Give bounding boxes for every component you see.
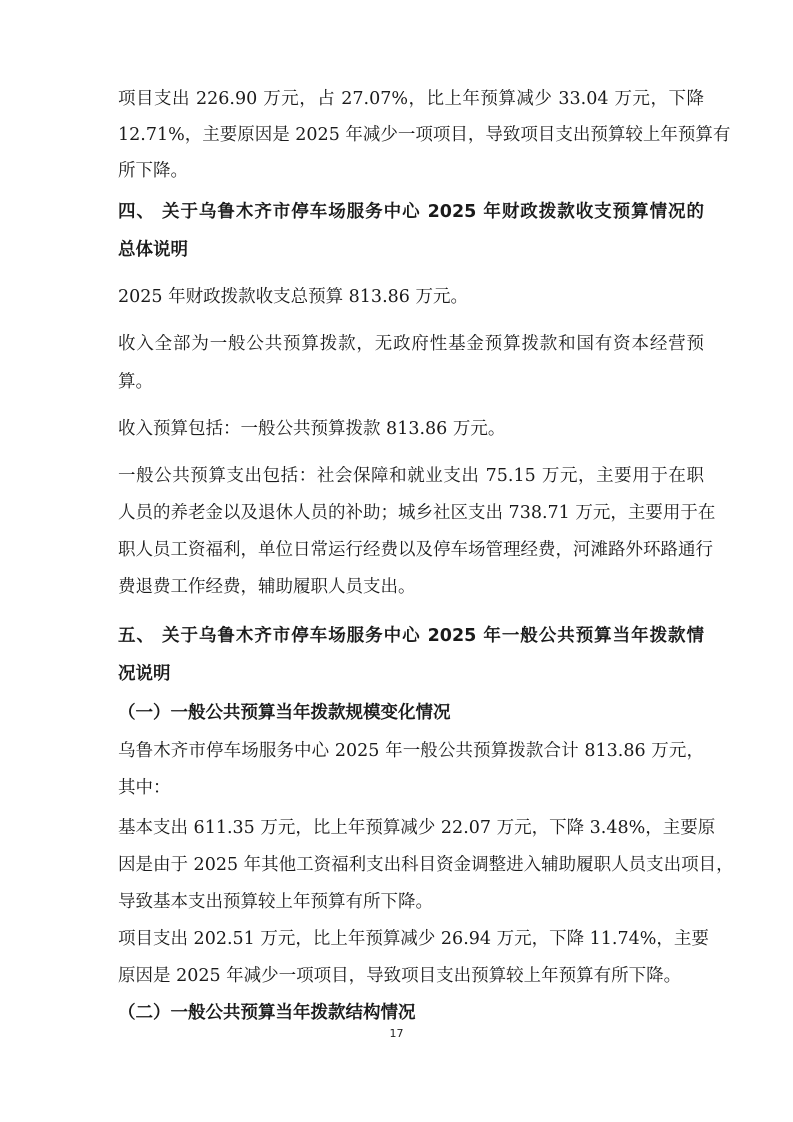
paragraph-line: 乌鲁木齐市停车场服务中心 2025 年一般公共预算拨款合计 813.86 万元， xyxy=(118,741,704,761)
paragraph-line: 一般公共预算支出包括：社会保障和就业支出 75.15 万元，主要用于在职 xyxy=(118,466,704,486)
subsection-heading: （一）一般公共预算当年拨款规模变化情况 xyxy=(118,703,451,723)
paragraph-line: 算。 xyxy=(118,372,153,392)
section-heading: 五、 关于乌鲁木齐市停车场服务中心 2025 年一般公共预算当年拨款情 xyxy=(118,626,704,646)
paragraph-line: 收入预算包括：一般公共预算拨款 813.86 万元。 xyxy=(118,419,506,439)
subsection-heading: （二）一般公共预算当年拨款结构情况 xyxy=(118,1003,416,1023)
section-heading: 况说明 xyxy=(118,664,171,684)
section-heading: 四、 关于乌鲁木齐市停车场服务中心 2025 年财政拨款收支预算情况的 xyxy=(118,202,704,222)
paragraph-line: 12.71%，主要原因是 2025 年减少一项项目，导致项目支出预算较上年预算有 xyxy=(118,125,731,145)
paragraph-line: 职人员工资福利，单位日常运行经费以及停车场管理经费，河滩路外环路通行 xyxy=(118,540,713,560)
paragraph-line: 费退费工作经费，辅助履职人员支出。 xyxy=(118,577,416,597)
paragraph-line: 项目支出 202.51 万元，比上年预算减少 26.94 万元，下降 11.74%，主要 xyxy=(118,929,709,949)
page-number: 17 xyxy=(389,1027,404,1040)
paragraph-line: 项目支出 226.90 万元，占 27.07%，比上年预算减少 33.04 万元，下降 xyxy=(118,89,704,109)
section-heading: 总体说明 xyxy=(118,240,188,260)
paragraph-line: 基本支出 611.35 万元，比上年预算减少 22.07 万元，下降 3.48%，主要原 xyxy=(118,818,716,838)
paragraph-line: 人员的养老金以及退休人员的补助；城乡社区支出 738.71 万元，主要用于在 xyxy=(118,503,716,523)
paragraph-line: 导致基本支出预算较上年预算有所下降。 xyxy=(118,892,433,912)
paragraph-line: 原因是 2025 年减少一项项目，导致项目支出预算较上年预算有所下降。 xyxy=(118,966,682,986)
paragraph-line: 其中： xyxy=(118,778,171,798)
paragraph-line: 收入全部为一般公共预算拨款，无政府性基金预算拨款和国有资本经营预 xyxy=(118,334,704,354)
paragraph-line: 2025 年财政拨款收支总预算 813.86 万元。 xyxy=(118,287,468,307)
paragraph-line: 所下降。 xyxy=(118,161,188,181)
paragraph-line: 因是由于 2025 年其他工资福利支出科目资金调整进入辅助履职人员支出项目， xyxy=(118,855,734,875)
